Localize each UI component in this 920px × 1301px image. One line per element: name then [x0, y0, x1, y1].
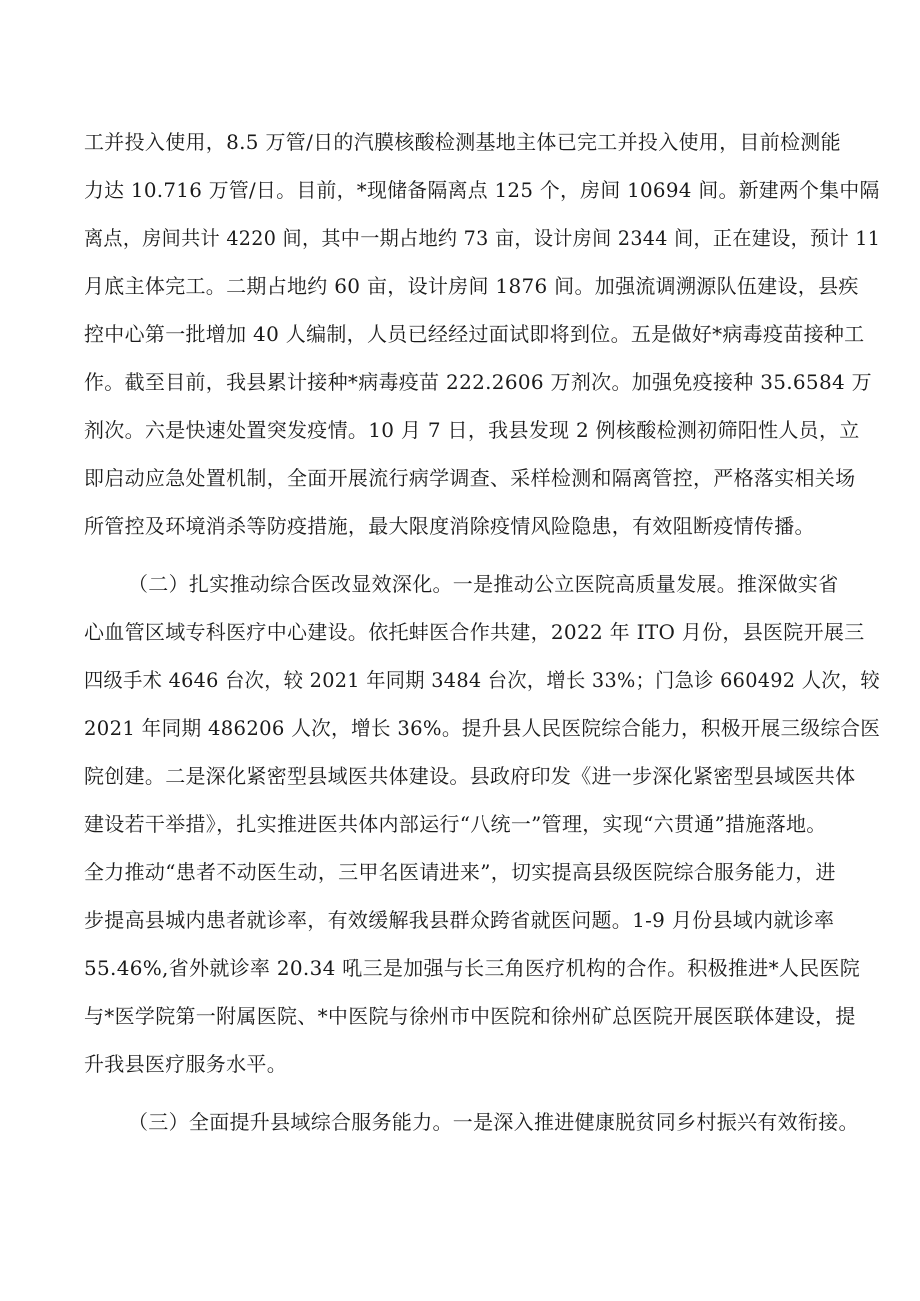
section-heading-line: （二）扎实推动综合医改显效深化。一是推动公立医院高质量发展。推深做实省 [128, 572, 839, 596]
text-line: 剂次。六是快速处置突发疫情。10 月 7 日，我县发现 2 例核酸检测初筛阳性人员，立 [84, 418, 860, 442]
text-line: 与*医学院第一附属医院、*中医院与徐州市中医院和徐州矿总医院开展医联体建设，提 [84, 1004, 856, 1028]
text-line: 所管控及环境消杀等防疫措施，最大限度消除疫情风险隐患，有效阻断疫情传播。 [84, 514, 815, 538]
text-line: 力达 10.716 万管/日。目前，*现储备隔离点 125 个，房间 10694 间。新建两个集中隔 [84, 178, 880, 202]
text-line: 院创建。二是深化紧密型县域医共体建设。县政府印发《进一步深化紧密型县域医共体 [84, 764, 856, 788]
text-line: 2021 年同期 486206 人次，增长 36%。提升县人民医院综合能力，积极开展三级综合医 [84, 716, 881, 740]
text-line: 离点，房间共计 4220 间，其中一期占地约 73 亩，设计房间 2344 间，正在建设，预计 11 [84, 226, 881, 250]
text-line: 55.46%,省外就诊率 20.34 吼三是加强与长三角医疗机构的合作。积极推进*人民医院 [84, 956, 861, 980]
text-line: 步提高县城内患者就诊率，有效缓解我县群众跨省就医问题。1-9 月份县域内就诊率 [84, 908, 835, 932]
text-line: 作。截至目前，我县累计接种*病毒疫苗 222.2606 万剂次。加强免疫接种 35.6584 万 [84, 370, 872, 394]
text-line: 工并投入使用，8.5 万管/日的汽膜核酸检测基地主体已完工并投入使用，目前检测能 [84, 130, 841, 154]
section-heading-line: （三）全面提升县域综合服务能力。一是深入推进健康脱贫同乡村振兴有效衔接。 [128, 1110, 859, 1134]
text-line: 控中心第一批增加 40 人编制，人员已经经过面试即将到位。五是做好*病毒疫苗接种工 [84, 322, 865, 346]
text-line: 月底主体完工。二期占地约 60 亩，设计房间 1876 间。加强流调溯源队伍建设，县疾 [84, 274, 859, 298]
text-line: 即启动应急处置机制，全面开展流行病学调查、采样检测和隔离管控，严格落实相关场 [84, 466, 856, 490]
text-line: 建设若干举措》，扎实推进医共体内部运行“八统一”管理，实现“六贯通”措施落地。 [84, 812, 827, 836]
text-line: 四级手术 4646 台次，较 2021 年同期 3484 台次，增长 33%；门急诊 660492 人次，较 [84, 668, 880, 692]
text-line: 心血管区域专科医疗中心建设。依托蚌医合作共建，2022 年 ITO 月份，县医院开展三 [84, 620, 865, 644]
text-line: 全力推动“患者不动医生动，三甲名医请进来”，切实提高县级医院综合服务能力，进 [84, 860, 836, 884]
text-line: 升我县医疗服务水平。 [84, 1052, 287, 1076]
